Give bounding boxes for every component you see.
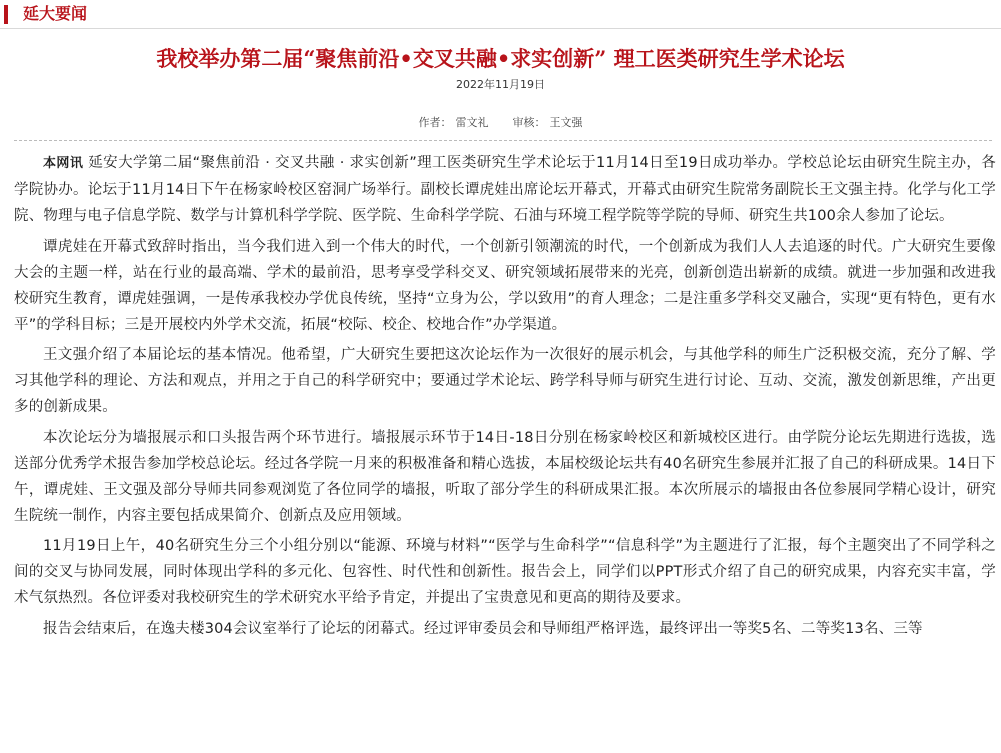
paragraph: 本次论坛分为墙报展示和口头报告两个环节进行。墙报展示环节于14日-18日分别在杨家岭校区和新城校区进行。由学院分论坛先期进行选拔，选送部分优秀学术报告参加学校总论坛。经过各学院一月来的积极准备和精心选拔，本届校级论坛共有40名研究生参展并汇报了自己的科研成果。14日下午，谭虎娃、王文强及部分导师共同参观浏览了各位同学的墙报，听取了部分学生的科研成果汇报。本次所展示的墙报由各位参展同学精心设计，研究生院统一制作，内容主要包括成果简介、创新点及应用领域。 — [14, 429, 996, 524]
author-label: 作者： — [418, 116, 452, 129]
section-header — [0, 0, 1001, 30]
section-marker — [4, 5, 8, 24]
paragraph: 王文强介绍了本届论坛的基本情况。他希望，广大研究生要把这次论坛作为一次很好的展示机会，与其他学科的师生广泛积极交流，充分了解、学习其他学科的理论、方法和观点，并用之于自己的科学研究中；要通过学术论坛、跨学科导师与研究生进行讨论、互动、交流，激发创新思维，产出更多的创新成果。 — [14, 347, 996, 415]
article-title: 我校举办第二届“聚焦前沿•交叉共融•求实创新” 理工医类研究生学术论坛 — [156, 46, 845, 71]
article-date: 2022年11月19日 — [456, 78, 545, 91]
section-divider — [0, 28, 1001, 29]
article-body — [14, 150, 996, 646]
article-byline — [0, 116, 1001, 130]
paragraph — [14, 150, 996, 229]
byline-divider — [14, 140, 992, 141]
paragraph: 谭虎娃在开幕式致辞时指出，当今我们进入到一个伟大的时代，一个创新引领潮流的时代，一个创新成为我们人人去追逐的时代。广大研究生要像大会的主题一样，站在行业的最高端、学术的最前沿，思考享受学科交叉、研究领域拓展带来的光亮，创新创造出崭新的成绩。就进一步加强和改进我校研究生教育，谭虎娃强调，一是传承我校办学优良传统，坚持“立身为公，学以致用”的育人理念；二是注重多学科交叉融合，实现“更有特色，更有水平”的学科目标；三是开展校内外学术交流，拓展“校际、校企、校地合作”办学渠道。 — [14, 238, 996, 333]
reviewer-name: 王文强 — [549, 116, 583, 129]
paragraph: 11月19日上午，40名研究生分三个小组分别以“能源、环境与材料”“医学与生命科学”“信息科学”为主题进行了汇报，每个主题突出了不同学科之间的交叉与协同发展，同时体现出学科的多元化、包容性、时代性和创新性。报告会上，同学们以PPT形式介绍了自己的研究成果，内容充实丰富，学术气氛热烈。各位评委对我校研究生的学术研究水平给予肯定，并提出了宝贵意见和更高的期待及要求。 — [14, 538, 996, 606]
author-name: 雷文礼 — [455, 116, 489, 129]
section-title: 延大要闻 — [23, 4, 88, 23]
paragraph: 报告会结束后，在逸夫楼304会议室举行了论坛的闭幕式。经过评审委员会和导师组严格评选，最终评出一等奖5名、二等奖13名、三等 — [43, 620, 923, 637]
lead-label: 本网讯 — [43, 156, 84, 171]
reviewer-label: 审核： — [512, 116, 546, 129]
paragraph-text: 延安大学第二届“聚焦前沿 · 交叉共融 · 求实创新”理工医类研究生学术论坛于11月14日至19日成功举办。学校总论坛由研究生院主办，各学院协办。论坛于11月14日下午在杨家岭校区窑洞广场举行。副校长谭虎娃出席论坛开幕式，开幕式由研究生院常务副院长王文强主持。化学与化工学院、物理与电子信息学院、数学与计算机科学学院、医学院、生命科学学院、石油与环境工程学院等学院的导师、研究生共100余人参加了论坛。 — [14, 155, 996, 224]
